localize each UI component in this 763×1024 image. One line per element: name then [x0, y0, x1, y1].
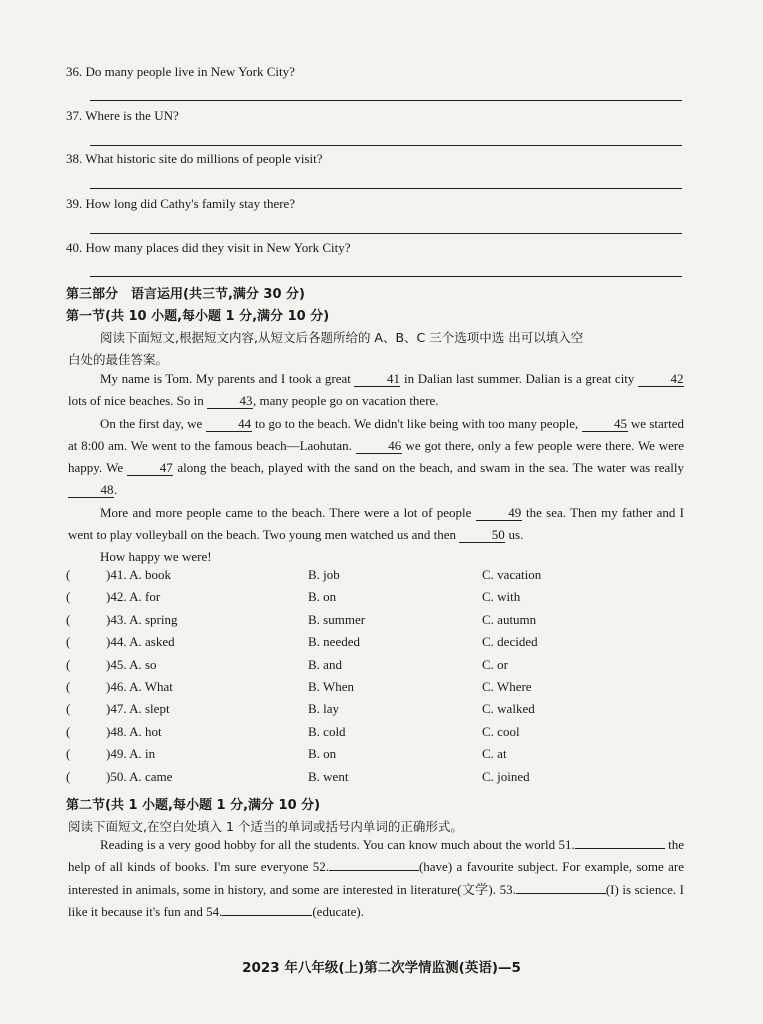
- item-51-label: 51.: [558, 837, 575, 852]
- page-footer: 2023 年八年级(上)第二次学情监测(英语)—5: [242, 960, 521, 976]
- question-39: 39. How long did Cathy's family stay there?: [66, 196, 296, 211]
- option-row: ( )46. A. What B. When C. Where: [66, 678, 532, 694]
- blank-50: 50: [459, 527, 505, 543]
- blank-52[interactable]: [329, 870, 419, 871]
- answer-line-38: [90, 188, 682, 189]
- option-row: ( )47. A. slept B. lay C. walked: [66, 701, 535, 717]
- answer-line-36: [90, 100, 682, 101]
- blank-51[interactable]: [575, 848, 665, 849]
- passage-paragraph-4: How happy we were!: [100, 549, 212, 565]
- option-row: ( )41. A. book B. job C. vacation: [66, 567, 542, 582]
- question-40: 40. How many places did they visit in New York City?: [66, 240, 351, 255]
- cloze-passage: [68, 368, 684, 569]
- blank-48: 48: [68, 482, 114, 498]
- fill-in-passage: [68, 834, 684, 923]
- blank-42: 42: [638, 371, 684, 387]
- passage-paragraph-2: On the first day, we 44 to go to the beach. We didn't like being with too many people, 45 we started at 8:00 am. We went to the famous beach—Laohutan. 46 we got there, only a few people were there. We were happy. We 47 along the beach, played with the sand on the beach, and swam in the sea. The water was really 48.: [68, 415, 684, 498]
- blank-47: 47: [127, 460, 173, 476]
- question-37: 37. Where is the UN?: [66, 108, 179, 123]
- blank-43: 43: [207, 393, 253, 409]
- item-52-label: 52.: [312, 859, 329, 875]
- blank-44: 44: [206, 416, 252, 432]
- option-row: ( )45. A. so B. and C. or: [66, 656, 508, 672]
- question-36: 36. Do many people live in New York City?: [66, 64, 295, 79]
- answer-line-39: [90, 233, 682, 234]
- blank-49: 49: [476, 505, 522, 521]
- fill-in-paragraph: Reading is a very good hobby for all the students. You can know much about the world 51. the help of all kinds of books. I'm sure everyone 52. (have) a favourite subject. For example, some are interested in animals, some in history, and some are interested in literature(文学). 53. (I) is science. I like it because it's fun and 54. (educate).: [68, 837, 684, 919]
- blank-41: 41: [354, 371, 400, 387]
- blank-45: 45: [582, 416, 628, 432]
- blank-54[interactable]: [222, 915, 312, 916]
- item-53-label: 53.: [499, 881, 516, 897]
- question-38: 38. What historic site do millions of people visit?: [66, 151, 323, 166]
- blank-46: 46: [356, 438, 402, 454]
- part3-heading: 第三部分 语言运用(共三节,满分 30 分): [66, 287, 305, 302]
- section1-instruction-cont: 白处的最佳答案。: [68, 352, 169, 367]
- passage-paragraph-1: My name is Tom. My parents and I took a great 41 in Dalian last summer. Dalian is a great city 42 lots of nice beaches. So in 43, many people go on vacation there.: [68, 371, 684, 409]
- answer-line-37: [90, 145, 682, 146]
- section2-instruction: 阅读下面短文,在空白处填入 1 个适当的单词或括号内单词的正确形式。: [68, 819, 463, 834]
- option-row: ( )49. A. in B. on C. at: [66, 746, 507, 762]
- options-list: [66, 567, 686, 791]
- option-row: ( )43. A. spring B. summer C. autumn: [66, 611, 537, 627]
- option-row: ( )50. A. came B. went C. joined: [66, 768, 530, 784]
- section1-instruction: 阅读下面短文,根据短文内容,从短文后各题所给的 A、B、C 三个选项中选 出可以填入空: [100, 330, 584, 345]
- section2-heading: 第二节(共 1 小题,每小题 1 分,满分 10 分): [66, 798, 321, 813]
- option-row: ( )44. A. asked B. needed C. decided: [66, 634, 538, 650]
- section1-heading: 第一节(共 10 小题,每小题 1 分,满分 10 分): [66, 309, 330, 324]
- option-row: ( )48. A. hot B. cold C. cool: [66, 723, 520, 739]
- passage-paragraph-3: More and more people came to the beach. There were a lot of people 49 the sea. Then my father and I went to play volleyball on the beach. Two young men watched us and then 50 us.: [68, 504, 684, 543]
- item-54-label: 54.: [206, 903, 223, 919]
- option-row: ( )42. A. for B. on C. with: [66, 589, 521, 605]
- blank-53[interactable]: [516, 893, 606, 894]
- answer-line-40: [90, 276, 682, 277]
